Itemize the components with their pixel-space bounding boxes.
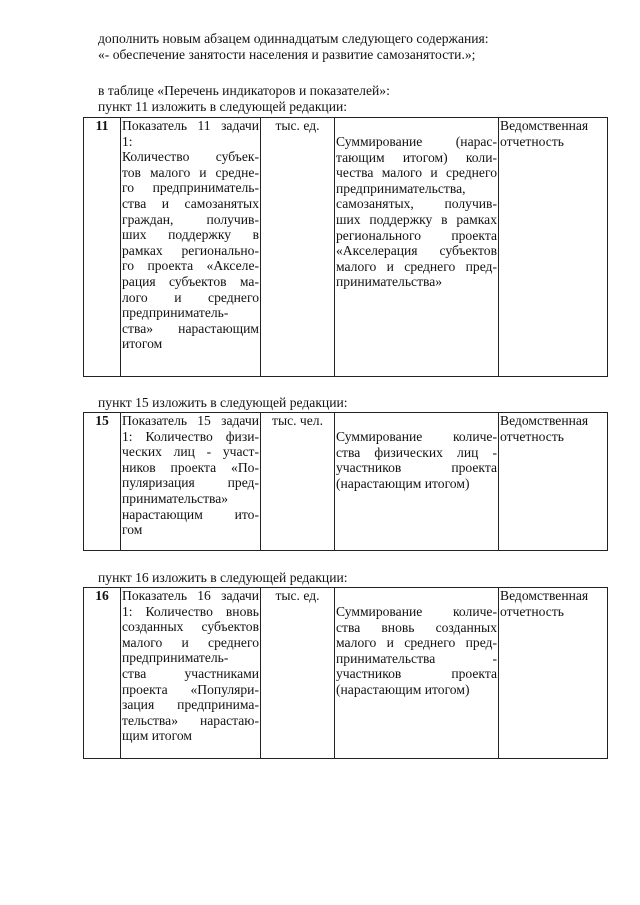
calculation-method: [335, 118, 499, 377]
cell-line: Суммирование (нарас-: [336, 134, 497, 149]
cell-line: Показатель 16 задачи: [122, 588, 259, 603]
cell-line: принимательства»: [122, 490, 229, 506]
heading-item-15: пункт 15 изложить в следующей редакции:: [98, 395, 348, 410]
unit-of-measure: тыс. ед.: [261, 588, 335, 759]
cell-line: самозанятых, получив-: [336, 196, 497, 212]
data-source: [499, 588, 608, 759]
cell-line: рамках регионально-: [122, 242, 259, 258]
cell-line: предприниматель-: [122, 650, 229, 666]
cell-line: нарастающим ито-: [122, 506, 259, 522]
indicator-name: [121, 588, 261, 759]
cell-line: ства» нарастающим: [122, 320, 259, 336]
cell-line: ства вновь созданных: [336, 619, 497, 635]
cell-line: отчетность: [500, 428, 564, 444]
cell-line: ства участниками: [122, 665, 259, 681]
cell-line: граждан, получив-: [122, 211, 259, 227]
cell-line: созданных субъектов: [122, 619, 259, 635]
cell-line: малого и среднего пред-: [336, 258, 497, 274]
cell-line: гом: [122, 522, 143, 538]
cell-line: участников проекта: [336, 666, 497, 682]
cell-line: предпринимательства,: [336, 180, 466, 196]
table-row: [84, 588, 608, 759]
cell-line: (нарастающим итогом): [336, 475, 470, 491]
cell-line: малого и среднего пред-: [336, 635, 497, 651]
cell-line: малого и среднего: [122, 634, 259, 650]
cell-line: щим итогом: [122, 728, 192, 744]
cell-line: ства физических лиц -: [336, 444, 497, 460]
cell-line: 1: Количество физи-: [122, 428, 259, 444]
cell-line: Показатель 11 задачи: [122, 118, 259, 133]
intro-line-3: в таблице «Перечень индикаторов и показателей»:: [98, 83, 390, 98]
indicator-name: [121, 413, 261, 551]
cell-line: отчетность: [500, 603, 564, 619]
cell-line: 1:: [122, 133, 133, 149]
cell-line: Ведомственная: [500, 118, 589, 133]
cell-line: отчетность: [500, 133, 564, 149]
cell-line: чества малого и среднего: [336, 165, 497, 181]
cell-line: ших поддержку в: [122, 227, 259, 243]
cell-line: лого и среднего: [122, 289, 259, 305]
data-source: [499, 413, 608, 551]
cell-line: «Акселерация субъектов: [336, 243, 497, 259]
calculation-method: [335, 413, 499, 551]
indicator-name: [121, 118, 261, 377]
cell-line: Суммирование количе-: [336, 429, 497, 444]
row-number: 16: [84, 588, 121, 759]
cell-line: 1: Количество вновь: [122, 603, 259, 619]
heading-item-11: пункт 11 изложить в следующей редакции:: [98, 99, 348, 114]
calculation-method: [335, 588, 499, 759]
unit-of-measure: тыс. чел.: [261, 413, 335, 551]
cell-line: итогом: [122, 336, 163, 352]
cell-line: ших поддержку в рамках: [336, 211, 497, 227]
table-row: [84, 118, 608, 377]
cell-line: Суммирование количе-: [336, 604, 497, 619]
cell-line: Ведомственная: [500, 588, 589, 603]
cell-line: тельства» нарастаю-: [122, 712, 259, 728]
cell-line: тов малого и средне-: [122, 164, 259, 180]
cell-line: проекта «Популяри-: [122, 681, 259, 697]
cell-line: го предприниматель-: [122, 180, 259, 196]
cell-line: ческих лиц - участ-: [122, 444, 259, 460]
unit-of-measure: тыс. ед.: [261, 118, 335, 377]
intro-line-2: «- обеспечение занятости населения и развитие самозанятости.»;: [98, 47, 476, 62]
row-number: 11: [84, 118, 121, 377]
cell-line: зация предпринима-: [122, 697, 259, 713]
cell-line: Показатель 15 задачи: [122, 413, 259, 428]
cell-line: го проекта «Акселе-: [122, 258, 259, 274]
cell-line: рация субъектов ма-: [122, 273, 259, 289]
indicator-table-11: [83, 117, 608, 377]
cell-line: Количество субъек-: [122, 149, 259, 165]
cell-line: ства и самозанятых: [122, 195, 259, 211]
cell-line: принимательства»: [336, 274, 443, 290]
data-source: [499, 118, 608, 377]
cell-line: предприниматель-: [122, 305, 229, 321]
cell-line: участников проекта: [336, 460, 497, 476]
cell-line: регионального проекта: [336, 227, 497, 243]
table-row: [84, 413, 608, 551]
cell-line: тающим итогом) коли-: [336, 149, 497, 165]
indicator-table-15: [83, 412, 608, 551]
heading-item-16: пункт 16 изложить в следующей редакции:: [98, 570, 348, 585]
row-number: 15: [84, 413, 121, 551]
cell-line: принимательства -: [336, 650, 497, 666]
cell-line: пуляризация пред-: [122, 475, 259, 491]
cell-line: (нарастающим итогом): [336, 681, 470, 697]
cell-line: Ведомственная: [500, 413, 589, 428]
cell-line: ников проекта «По-: [122, 459, 259, 475]
indicator-table-16: [83, 587, 608, 759]
intro-line-1: дополнить новым абзацем одиннадцатым следующего содержания:: [98, 31, 489, 46]
